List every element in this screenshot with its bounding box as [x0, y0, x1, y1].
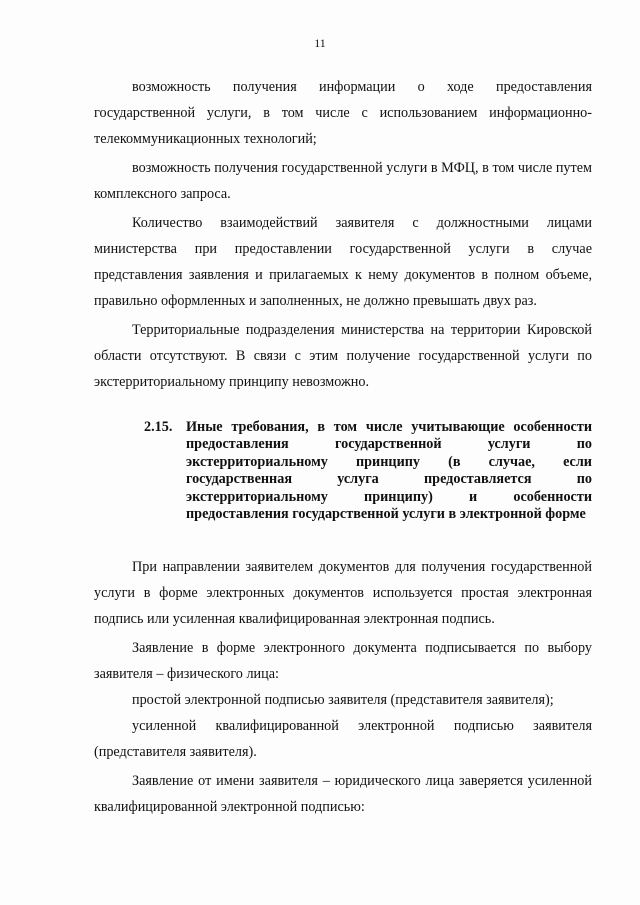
- section-title: Иные требования, в том числе учитывающие особенности предоставления государственной услуги по экстерриториальному принципу (в случае, если государственная услуга предоставляется по экстерриториальному принципу) и особенности предоставления государственной услуги в электронной форме: [186, 419, 592, 523]
- section-heading: [94, 419, 592, 531]
- paragraph-qualified-signature: усиленной квалифицированной электронной подписью заявителя (представителя заявителя).: [94, 718, 592, 760]
- paragraph-info-access: возможность получения информации о ходе предоставления государственной услуги, в том числе с использованием информационно-телекоммуникационных технологий;: [94, 79, 592, 147]
- paragraph-individual-signature: Заявление в форме электронного документа подписывается по выбору заявителя – физического лица:: [94, 640, 592, 682]
- document-body: [94, 74, 592, 820]
- paragraph-simple-signature: простой электронной подписью заявителя (представителя заявителя);: [132, 692, 554, 708]
- section-number: 2.15.: [144, 419, 173, 435]
- paragraph-electronic-signature: При направлении заявителем документов для получения государственной услуги в форме электронных документов используется простая электронная подпись или усиленная квалифицированная электронная подпись.: [94, 559, 592, 627]
- paragraph-territorial-units: Территориальные подразделения министерства на территории Кировской области отсутствуют. В связи с этим получение государственной услуги по экстерриториальному принципу невозможно.: [94, 322, 592, 390]
- paragraph-mfc-access: возможность получения государственной услуги в МФЦ, в том числе путем комплексного запроса.: [94, 160, 592, 202]
- paragraph-legal-entity-signature: Заявление от имени заявителя – юридического лица заверяется усиленной квалифицированной электронной подписью:: [94, 773, 592, 815]
- page-number: 11: [314, 36, 326, 50]
- paragraph-interactions-count: Количество взаимодействий заявителя с должностными лицами министерства при предоставлении государственной услуги в случае представления заявления и прилагаемых к нему документов в полном объеме, правильно оформленных и заполненных, не должно превышать двух раз.: [94, 215, 592, 309]
